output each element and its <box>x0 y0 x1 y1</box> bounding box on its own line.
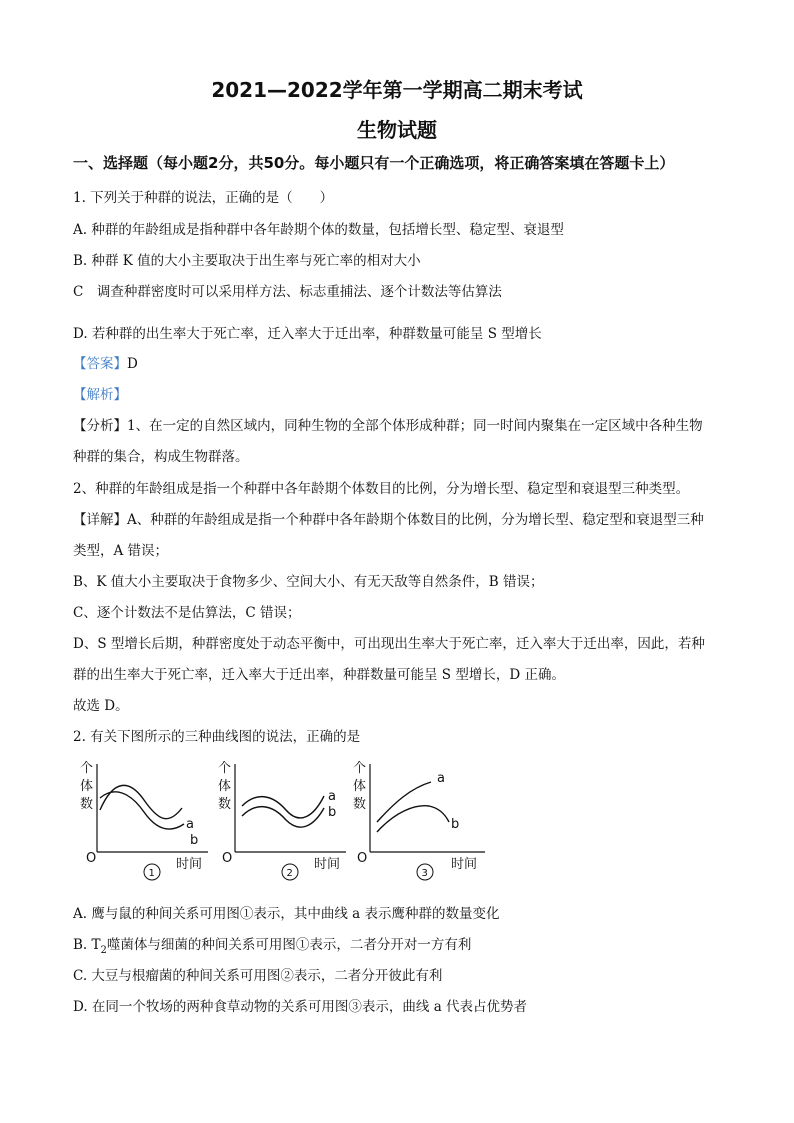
q1-option-c: C 调查种群密度时可以采用样方法、标志重捕法、逐个计数法等估算法 <box>73 284 502 300</box>
y-label-char: 数 <box>353 797 367 812</box>
curve-label-a: a <box>437 771 445 786</box>
subscript: 2 <box>100 945 107 956</box>
x-label: 时间 <box>176 857 203 872</box>
question-2-stem: 2. 有关下图所示的三种曲线图的说法，正确的是 <box>73 729 361 745</box>
curve-label-a: a <box>186 817 194 832</box>
analysis-line: 2、种群的年龄组成是指一个种群中各年龄期个体数目的比例，分为增长型、稳定型和衰退型三种类型。 <box>73 481 690 497</box>
q2-option-a: A. 鹰与鼠的种间关系可用图①表示，其中曲线 a 表示鹰种群的数量变化 <box>73 906 500 922</box>
y-label-char: 体 <box>353 779 367 794</box>
q1-option-b: B. 种群 K 值的大小主要取决于出生率与死亡率的相对大小 <box>73 253 421 269</box>
y-label-char: 个 <box>353 761 367 776</box>
q2-option-c: C. 大豆与根瘤菌的种间关系可用图②表示，二者分开彼此有利 <box>73 968 443 984</box>
origin-label: O <box>357 851 368 866</box>
y-label-char: 个 <box>218 761 232 776</box>
x-label: 时间 <box>314 857 341 872</box>
y-label-char: 体 <box>80 779 94 794</box>
q1-option-d: D. 若种群的出生率大于死亡率，迁入率大于迁出率，种群数量可能呈 S 型增长 <box>73 326 542 342</box>
option-b-prefix: B. T <box>73 937 101 953</box>
q1-analysis-tag: 【解析】 <box>73 387 127 403</box>
graph-number: 2 <box>286 868 293 879</box>
option-b-text: 噬菌体与细菌的种间关系可用图①表示，二者分开对一方有利 <box>106 937 472 953</box>
analysis-line: 类型，A 错误； <box>73 543 169 559</box>
graph-2 <box>210 758 350 883</box>
y-label-char: 体 <box>218 779 232 794</box>
section-heading: 一、选择题（每小题2分，共50分。每小题只有一个正确选项，将正确答案填在答题卡上） <box>73 154 675 172</box>
analysis-line: 【分析】1、在一定的自然区域内，同种生物的全部个体形成种群；同一时间内聚集在一定区域中各种生物 <box>73 418 703 434</box>
curve-b <box>242 807 324 827</box>
curve-label-b: b <box>451 817 460 832</box>
x-label: 时间 <box>451 857 478 872</box>
analysis-line: 【详解】A、种群的年龄组成是指一个种群中各年龄期个体数目的比例，分为增长型、稳定型和衰退型三种 <box>73 512 704 528</box>
curve-a <box>377 782 431 822</box>
analysis-line: 种群的集合，构成生物群落。 <box>73 449 249 465</box>
y-label-char: 数 <box>80 797 94 812</box>
graph-1 <box>72 758 212 883</box>
analysis-line: 故选 D。 <box>73 698 129 714</box>
y-label-char: 个 <box>80 761 94 776</box>
graph-3 <box>345 758 490 883</box>
answer-value: D <box>127 356 138 372</box>
question-1-stem: 1. 下列关于种群的说法，正确的是（ ） <box>73 190 334 206</box>
q2-option-d: D. 在同一个牧场的两种食草动物的关系可用图③表示，曲线 a 代表占优势者 <box>73 999 528 1015</box>
page-title: 2021—2022学年第一学期高二期末考试 <box>211 78 583 102</box>
origin-label: O <box>222 851 233 866</box>
curve-label-b: b <box>328 805 337 820</box>
q2-option-b <box>73 933 472 956</box>
analysis-line: D、S 型增长后期，种群密度处于动态平衡中，可出现出生率大于死亡率，迁入率大于迁出率，因此，若种 <box>73 636 705 652</box>
curve-label-b: b <box>190 833 199 848</box>
answer-tag: 【答案】 <box>73 356 127 372</box>
curve-a <box>242 796 324 818</box>
analysis-line: 群的出生率大于死亡率，迁入率大于迁出率，种群数量可能呈 S 型增长，D 正确。 <box>73 667 565 683</box>
analysis-line: C、逐个计数法不是估算法，C 错误； <box>73 605 301 621</box>
curve-a <box>100 785 182 818</box>
q1-option-a: A. 种群的年龄组成是指种群中各年龄期个体的数量，包括增长型、稳定型、衰退型 <box>73 222 564 238</box>
origin-label: O <box>86 851 97 866</box>
graph-number: 1 <box>148 868 155 879</box>
y-label-char: 数 <box>218 797 232 812</box>
page-subtitle: 生物试题 <box>357 118 437 142</box>
analysis-line: B、K 值大小主要取决于食物多少、空间大小、有无天敌等自然条件，B 错误； <box>73 574 544 590</box>
graph-number: 3 <box>421 868 428 879</box>
q1-answer <box>73 352 138 372</box>
curve-label-a: a <box>328 789 336 804</box>
